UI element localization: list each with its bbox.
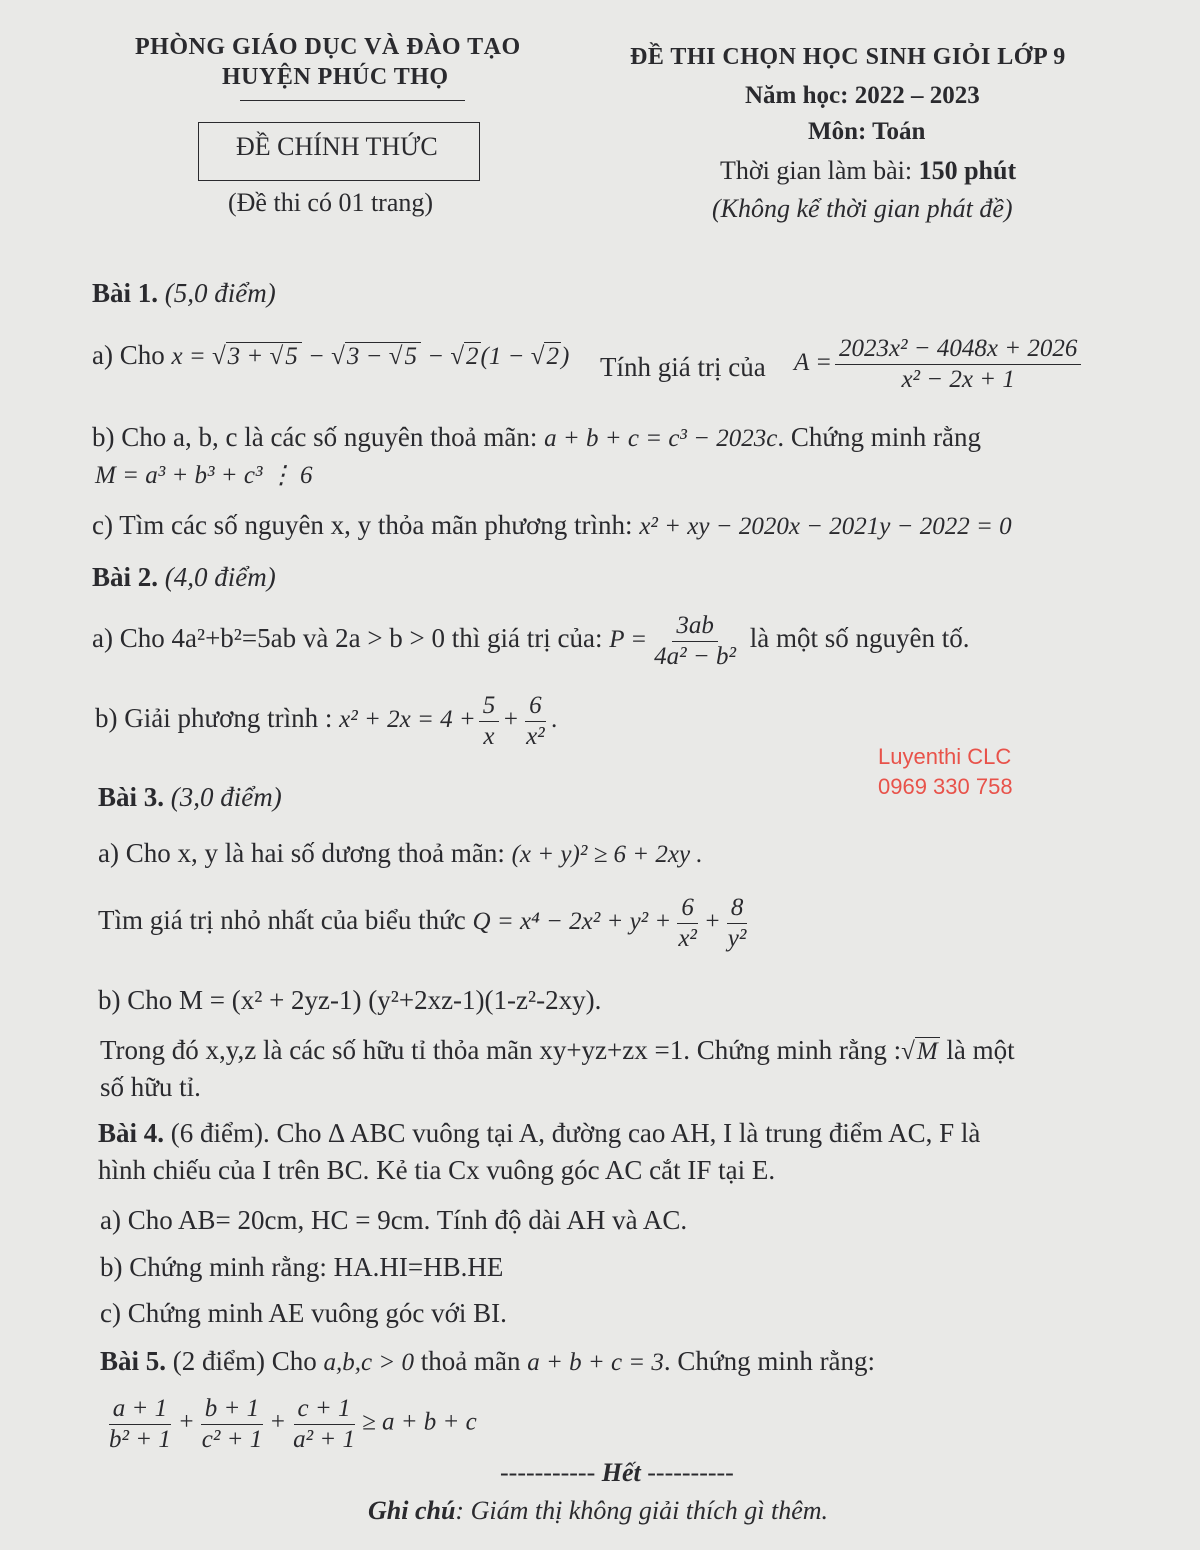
subject: Môn: Toán bbox=[808, 118, 926, 145]
bai5-inequality: $\frac{a + 1}{\text{b² + 1}}$ + $\frac{b + 1}{\text{c² + 1}}$ + $\frac{c + 1}{\text{a² + 1}}$ ≥ a + b + c bbox=[109, 1395, 477, 1453]
bai3-a-line2: Tìm giá trị nhỏ nhất của biểu thức Q = x⁴ − 2x² + y² + $\frac{6}{\text{x²}}$ + $\frac{8}{\text{y²}}$ bbox=[98, 894, 747, 952]
official-label: ĐỀ CHÍNH THỨC bbox=[236, 132, 438, 161]
bai3-a: a) Cho x, y là hai số dương thoả mãn: (x + y)² ≥ 6 + 2xy . bbox=[98, 838, 703, 868]
bai1-b: b) Cho a, b, c là các số nguyên thoả mãn: a + b + c = c³ − 2023c. Chứng minh rằng bbox=[92, 422, 982, 452]
bai2-heading: Bài 2. (4,0 điểm) bbox=[92, 562, 276, 592]
exam-time-note: (Không kể thời gian phát đề) bbox=[712, 194, 1013, 223]
bai4-a: a) Cho AB= 20cm, HC = 9cm. Tính độ dài AH và AC. bbox=[100, 1205, 688, 1235]
bai2-a: a) Cho 4a²+b²=5ab và 2a > b > 0 thì giá trị của: P = $\frac{3ab}{\text{4a² − b²}}$ là một số nguyên tố. bbox=[92, 612, 970, 670]
bai4-c: c) Chứng minh AE vuông góc với BI. bbox=[100, 1298, 507, 1328]
department-line2: HUYỆN PHÚC THỌ bbox=[222, 64, 449, 90]
bai1-heading: Bài 1. (5,0 điểm) bbox=[92, 278, 276, 308]
school-year: Năm học: 2022 – 2023 bbox=[745, 82, 980, 109]
bai1-c: c) Tìm các số nguyên x, y thỏa mãn phương trình: x² + xy − 2020x − 2021y − 2022 = 0 bbox=[92, 510, 1012, 540]
bai2-b: b) Giải phương trình : x² + 2x = 4 + $\frac{5}{x}$ + $\frac{6}{\text{x²}}$ . bbox=[95, 692, 558, 750]
bai4-b: b) Chứng minh rằng: HA.HI=HB.HE bbox=[100, 1252, 504, 1282]
pages-note: (Đề thi có 01 trang) bbox=[228, 188, 434, 217]
exam-title: ĐỀ THI CHỌN HỌC SINH GIỎI LỚP 9 bbox=[630, 44, 1066, 70]
bai4-line1: Bài 4. (6 điểm). Cho ∆ ABC vuông tại A, đường cao AH, I là trung điểm AC, F là bbox=[98, 1118, 981, 1148]
bai1-b-line2: M = a³ + b³ + c³ ⋮ 6 bbox=[95, 462, 313, 489]
bai1-a-mid: Tính giá trị của bbox=[600, 352, 766, 382]
bai1-a-x-expression: x = √3 + √5 − √3 − √5 − √2(1 − √2) bbox=[171, 343, 570, 370]
bai3-b-line2: Trong đó x,y,z là các số hữu tỉ thỏa mãn xy+yz+zx =1. Chứng minh rằng :√M là một bbox=[100, 1035, 1015, 1065]
header-underline bbox=[240, 100, 465, 101]
bai5-line1: Bài 5. (2 điểm) Cho a,b,c > 0 thoả mãn a + b + c = 3. Chứng minh rằng: bbox=[100, 1346, 876, 1376]
bai3-b: b) Cho M = (x² + 2yz-1) (y²+2xz-1)(1-z²-2xy). bbox=[98, 985, 602, 1015]
bai3-b-line3: số hữu tỉ. bbox=[100, 1072, 201, 1102]
bai1-a: a) Cho x = √3 + √5 − √3 − √5 − √2(1 − √2) bbox=[92, 340, 570, 370]
bai4-line2: hình chiếu của I trên BC. Kẻ tia Cx vuông góc AC cắt IF tại E. bbox=[98, 1155, 776, 1185]
footer-note: Ghi chú: Giám thị không giải thích gì thêm. bbox=[368, 1496, 829, 1525]
bai3-heading: Bài 3. (3,0 điểm) bbox=[98, 782, 282, 812]
exam-time: Thời gian làm bài: 150 phút bbox=[720, 156, 1017, 185]
department-line1: PHÒNG GIÁO DỤC VÀ ĐÀO TẠO bbox=[135, 34, 521, 60]
watermark-name: Luyenthi CLC bbox=[878, 744, 1012, 769]
bai1-a-A-expression: A = $\frac{\text{2023x² − 4048x + 2026}}{\text{x² − 2x + 1}}$ bbox=[794, 335, 1084, 393]
end-marker: ----------- Hết ---------- bbox=[500, 1458, 734, 1487]
watermark-phone: 0969 330 758 bbox=[878, 774, 1013, 799]
